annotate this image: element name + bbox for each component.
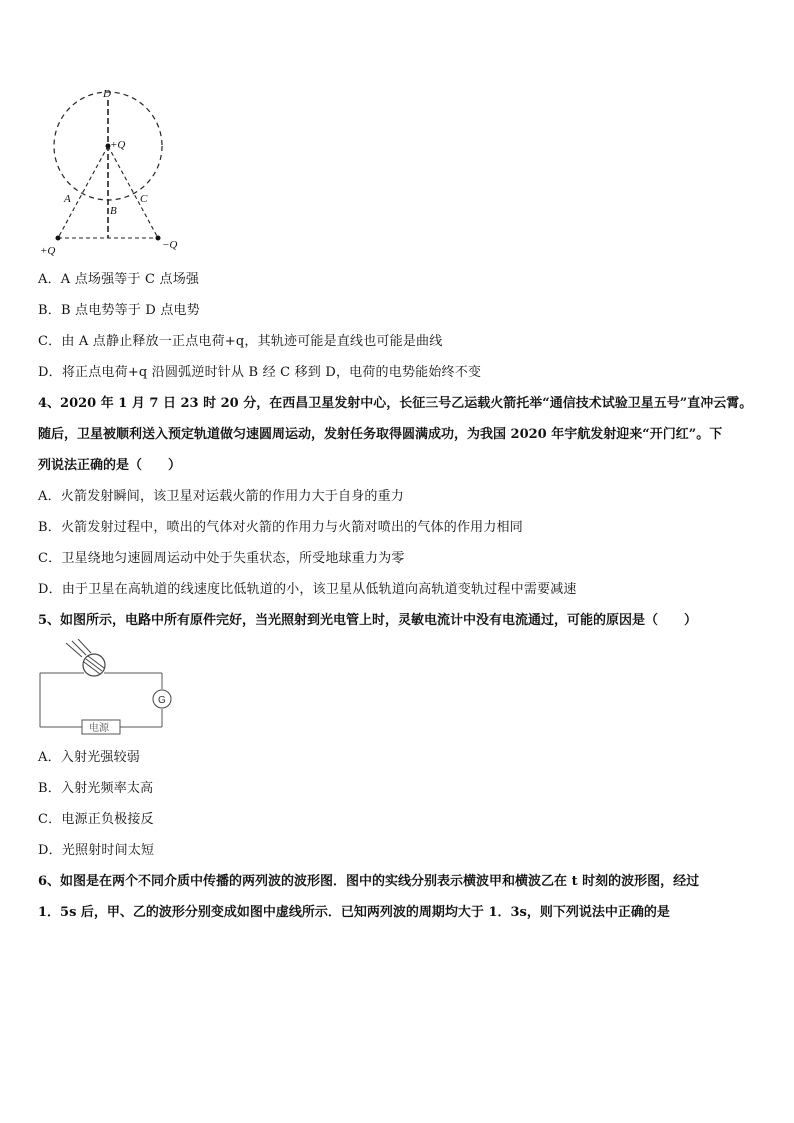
q6-stem-line-2: 1．5s 后，甲、乙的波形分别变成如图中虚线所示．已知两列波的周期均大于 1．3s，则下列说法中正确的是 <box>38 905 670 920</box>
q5-option-c: C．电源正负极接反 <box>38 812 154 827</box>
q4-option-d: D．由于卫星在高轨道的线速度比低轨道的小，该卫星从低轨道向高轨道变轨过程中需要减速 <box>38 582 577 597</box>
q4-option-b: B．火箭发射过程中，喷出的气体对火箭的作用力与火箭对喷出的气体的作用力相同 <box>38 520 523 535</box>
label-A: A <box>64 193 71 205</box>
label-B: B <box>110 205 117 217</box>
right-dashed-line <box>108 146 158 238</box>
q4-option-c: C．卫星绕地匀速圆周运动中处于失重状态，所受地球重力为零 <box>38 551 405 566</box>
light-ray <box>78 639 91 653</box>
q4-stem-line-1: 4、2020 年 1 月 7 日 23 时 20 分，在西昌卫星发射中心，长征三号乙运载火箭托举“通信技术试验卫星五号”直冲云霄。 <box>38 396 753 411</box>
q3-option-a: A．A 点场强等于 C 点场强 <box>38 272 200 287</box>
label-top-Q: +Q <box>110 139 126 151</box>
q4-stem-line-2: 随后，卫星被顺利送入预定轨道做匀速圆周运动，发射任务取得圆满成功，为我国 2020 年宇航发射迎来“开门红”。下 <box>38 427 723 442</box>
light-ray <box>66 643 82 657</box>
q4-option-a: A．火箭发射瞬间，该卫星对运载火箭的作用力大于自身的重力 <box>38 489 404 504</box>
q3-option-b: B．B 点电势等于 D 点电势 <box>38 303 200 318</box>
charge-circle-figure <box>34 86 194 256</box>
right-charge-dot <box>156 236 161 241</box>
q3-option-c: C．由 A 点静止释放一正点电荷+q，其轨迹可能是直线也可能是曲线 <box>38 334 443 349</box>
photocell-circuit-figure <box>36 639 176 739</box>
left-dashed-line <box>58 146 108 238</box>
power-source-label: 电源 <box>89 723 109 734</box>
label-left-Q: +Q <box>40 245 56 256</box>
q6-stem-line-1: 6、如图是在两个不同介质中传播的两列波的波形图．图中的实线分别表示横波甲和横波乙在 t 时刻的波形图，经过 <box>38 874 700 889</box>
label-right-Q: −Q <box>162 239 178 251</box>
q5-option-d: D．光照射时间太短 <box>38 843 155 858</box>
q5-option-b: B．入射光频率太高 <box>38 781 154 796</box>
label-D: D <box>103 88 111 100</box>
light-ray <box>72 641 86 655</box>
galvanometer-label: G <box>158 695 166 706</box>
q5-option-a: A．入射光强较弱 <box>38 750 140 765</box>
label-C: C <box>140 193 148 205</box>
q4-stem-line-3: 列说法正确的是（ ） <box>38 458 182 473</box>
q5-stem: 5、如图所示，电路中所有原件完好，当光照射到光电管上时，灵敏电流计中没有电流通过，可能的原因是（ ） <box>38 613 698 628</box>
q3-option-d: D．将正点电荷+q 沿圆弧逆时针从 B 经 C 移到 D，电荷的电势能始终不变 <box>38 365 482 380</box>
left-charge-dot <box>56 236 61 241</box>
